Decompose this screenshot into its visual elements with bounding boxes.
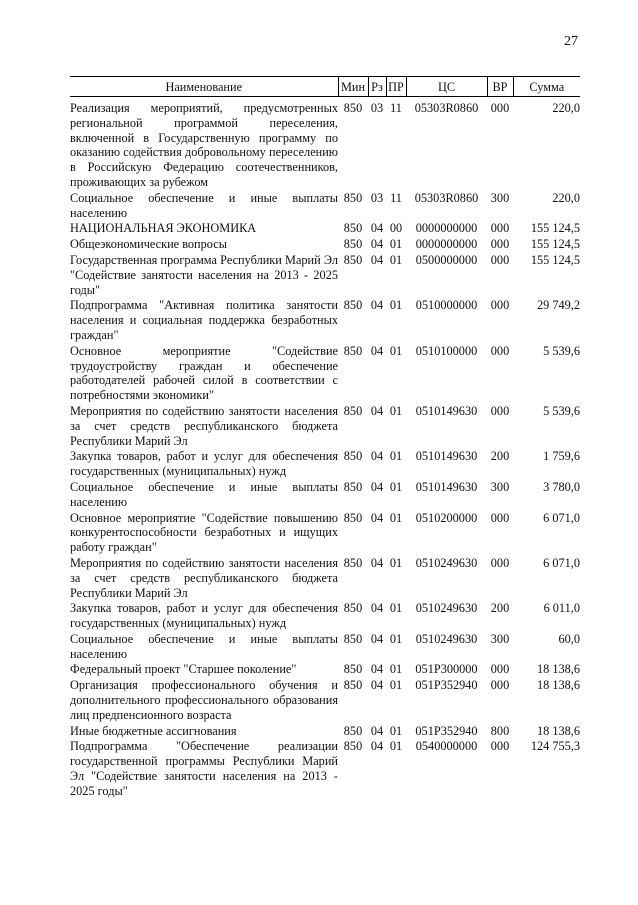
row-cs: 0510249630 [415, 601, 478, 616]
row-sum: 5 539,6 [543, 343, 580, 358]
row-vr: 000 [490, 298, 510, 313]
row-cs: 0510100000 [415, 343, 478, 358]
row-min: 850 [343, 403, 363, 418]
row-sum: 155 124,5 [530, 252, 580, 267]
budget-table [70, 76, 580, 800]
row-sum: 6 071,0 [543, 510, 580, 525]
row-vr: 000 [490, 343, 510, 358]
row-sum: 220,0 [552, 190, 580, 205]
row-rz: 04 [370, 510, 384, 525]
row-min: 850 [343, 449, 363, 464]
row-cs: 0000000000 [415, 237, 478, 252]
table-row [70, 739, 580, 799]
row-pr: 11 [390, 190, 402, 205]
row-rz: 03 [370, 190, 384, 205]
page-number: 27 [564, 34, 578, 49]
row-min: 850 [343, 631, 363, 646]
row-name: Основное мероприятие "Содействие повышению конкурентоспособности безработных и ищущих работу граждан" [70, 510, 338, 555]
table-row [70, 724, 580, 740]
row-rz: 04 [370, 555, 384, 570]
table-row [70, 253, 580, 298]
row-vr: 200 [490, 449, 510, 464]
row-rz: 04 [370, 237, 384, 252]
row-rz: 04 [370, 723, 384, 738]
row-name: Закупка товаров, работ и услуг для обеспечения государственных (муниципальных) нужд [70, 601, 338, 631]
row-min: 850 [343, 190, 363, 205]
row-rz: 04 [370, 252, 384, 267]
row-vr: 000 [490, 221, 510, 236]
row-rz: 04 [370, 403, 384, 418]
row-min: 850 [343, 221, 363, 236]
row-vr: 000 [490, 739, 510, 754]
row-name: Иные бюджетные ассигнования [70, 723, 237, 738]
row-sum: 1 759,6 [543, 449, 580, 464]
table-row [70, 662, 580, 678]
row-sum: 29 749,2 [536, 298, 580, 313]
row-name: Мероприятия по содействию занятости населения за счет средств республиканского бюджета Республики Марий Эл [70, 403, 338, 448]
row-cs: 0510149630 [415, 479, 478, 494]
row-vr: 000 [490, 237, 510, 252]
table-row [70, 511, 580, 556]
row-rz: 03 [370, 101, 384, 115]
row-pr: 11 [390, 101, 402, 115]
row-vr: 000 [490, 555, 510, 570]
table-row [70, 556, 580, 601]
row-cs: 05303R0860 [414, 190, 479, 205]
row-cs: 051P352940 [415, 678, 478, 693]
row-pr: 01 [389, 555, 403, 570]
row-rz: 04 [370, 343, 384, 358]
row-vr: 800 [490, 723, 510, 738]
row-rz: 04 [370, 449, 384, 464]
row-sum: 220,0 [552, 101, 580, 115]
row-pr: 01 [389, 723, 403, 738]
row-rz: 04 [370, 221, 384, 236]
row-sum: 124 755,3 [530, 739, 580, 754]
row-vr: 000 [490, 662, 510, 677]
row-vr: 300 [490, 631, 510, 646]
row-name: Мероприятия по содействию занятости населения за счет средств республиканского бюджета Республики Марий Эл [70, 555, 338, 600]
row-min: 850 [343, 601, 363, 616]
header-min: Мин [338, 77, 368, 97]
row-pr: 01 [389, 479, 403, 494]
row-cs: 051P300000 [415, 662, 478, 677]
row-pr: 01 [389, 343, 403, 358]
row-cs: 0510149630 [415, 403, 478, 418]
table-row [70, 601, 580, 632]
row-pr: 01 [389, 252, 403, 267]
table-row [70, 480, 580, 511]
row-name: Общеэкономические вопросы [70, 237, 227, 252]
row-rz: 04 [370, 601, 384, 616]
row-min: 850 [343, 678, 363, 693]
row-pr: 01 [389, 237, 403, 252]
row-name: Закупка товаров, работ и услуг для обеспечения государственных (муниципальных) нужд [70, 449, 338, 479]
row-sum: 6 011,0 [543, 601, 580, 616]
row-min: 850 [343, 739, 363, 754]
row-name: Подпрограмма "Обеспечение реализации государственной программы Республики Марий Эл "Содействие занятости населения на 2013 - 2025 годы" [70, 739, 338, 798]
row-cs: 0510249630 [415, 631, 478, 646]
row-min: 850 [343, 555, 363, 570]
row-rz: 04 [370, 662, 384, 677]
row-name: Государственная программа Республики Марий Эл "Содействие занятости населения на 2013 - 2025 годы" [70, 252, 338, 297]
header-name: Наименование [70, 77, 338, 97]
row-rz: 04 [370, 739, 384, 754]
row-pr: 01 [389, 678, 403, 693]
table-row [70, 97, 580, 191]
row-cs: 0510149630 [415, 449, 478, 464]
row-sum: 155 124,5 [530, 221, 580, 236]
row-pr: 01 [389, 601, 403, 616]
row-rz: 04 [370, 479, 384, 494]
header-vr: ВР [487, 77, 513, 97]
row-cs: 0510000000 [415, 298, 478, 313]
row-name: Подпрограмма "Активная политика занятости населения и социальная поддержка безработных граждан" [70, 298, 338, 342]
table-row [70, 678, 580, 723]
row-pr: 01 [389, 510, 403, 525]
row-min: 850 [343, 343, 363, 358]
row-name: Основное мероприятие "Содействие трудоустройству граждан и обеспечение работодателей рабочей силой в соответствии с потребностями экономики" [70, 343, 338, 403]
row-sum: 155 124,5 [530, 237, 580, 252]
row-vr: 000 [490, 252, 510, 267]
header-sum: Сумма [513, 77, 580, 97]
table-row [70, 298, 580, 343]
row-vr: 000 [490, 678, 510, 693]
row-min: 850 [343, 298, 363, 313]
row-min: 850 [343, 662, 363, 677]
row-pr: 01 [389, 631, 403, 646]
table-row [70, 221, 580, 237]
table-header-row [70, 77, 580, 97]
row-cs: 0000000000 [415, 221, 478, 236]
row-name: Федеральный проект "Старшее поколение" [70, 662, 297, 677]
header-cs: ЦС [406, 77, 487, 97]
row-pr: 00 [389, 221, 403, 236]
row-min: 850 [343, 252, 363, 267]
row-sum: 18 138,6 [536, 723, 580, 738]
row-name: Социальное обеспечение и иные выплаты населению [70, 631, 338, 661]
table-row [70, 404, 580, 449]
row-pr: 01 [389, 739, 403, 754]
row-vr: 000 [490, 403, 510, 418]
row-pr: 01 [389, 298, 403, 313]
row-vr: 000 [490, 510, 510, 525]
row-rz: 04 [370, 631, 384, 646]
row-name: Социальное обеспечение и иные выплаты населению [70, 479, 338, 509]
row-cs: 0510249630 [415, 555, 478, 570]
row-min: 850 [343, 101, 363, 115]
row-cs: 0500000000 [415, 252, 478, 267]
row-sum: 5 539,6 [543, 403, 580, 418]
row-vr: 300 [490, 479, 510, 494]
row-name: НАЦИОНАЛЬНАЯ ЭКОНОМИКА [70, 221, 257, 236]
row-sum: 60,0 [558, 631, 580, 646]
row-pr: 01 [389, 403, 403, 418]
row-min: 850 [343, 510, 363, 525]
row-cs: 05303R0860 [414, 101, 479, 115]
row-name: Реализация мероприятий, предусмотренных региональной программой переселения, включенной в Государственную программу по оказанию содействия добровольному переселению в Российскую Федерацию соотечественников, проживающих за рубежом [70, 101, 338, 189]
row-pr: 01 [389, 449, 403, 464]
row-min: 850 [343, 237, 363, 252]
row-sum: 6 071,0 [543, 555, 580, 570]
row-vr: 200 [490, 601, 510, 616]
row-rz: 04 [370, 678, 384, 693]
row-sum: 18 138,6 [536, 678, 580, 693]
table-row [70, 632, 580, 663]
row-cs: 0510200000 [415, 510, 478, 525]
header-pr: ПР [386, 77, 406, 97]
row-min: 850 [343, 723, 363, 738]
row-cs: 0540000000 [415, 739, 478, 754]
row-name: Организация профессионального обучения и дополнительного профессионального образования лиц предпенсионного возраста [70, 678, 338, 722]
row-sum: 3 780,0 [543, 479, 580, 494]
row-min: 850 [343, 479, 363, 494]
table-row [70, 449, 580, 480]
row-cs: 051P352940 [415, 723, 478, 738]
header-rz: Рз [368, 77, 386, 97]
row-sum: 18 138,6 [536, 662, 580, 677]
table-row [70, 344, 580, 404]
row-name: Социальное обеспечение и иные выплаты населению [70, 190, 338, 220]
table-row [70, 191, 580, 222]
table-row [70, 237, 580, 253]
row-vr: 000 [490, 101, 510, 115]
row-vr: 300 [490, 190, 510, 205]
row-rz: 04 [370, 298, 384, 313]
row-pr: 01 [389, 662, 403, 677]
